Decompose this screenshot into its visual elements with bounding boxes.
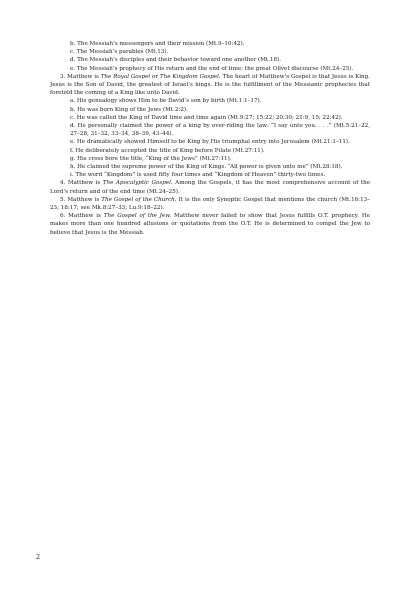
paragraph-royal-gospel [50,73,370,98]
page-number: 2 [36,553,41,561]
body-text [50,40,370,237]
paragraph-lead: 6. Matthew is [60,213,104,220]
list-item: c. He was called the King of David time and time again (Mt.9:27; 15:22; 20:30; 21:9, 15; 22:42). [70,114,343,121]
title-apocalyptic-gospel: The Apocalyptic Gospel. [102,180,173,187]
list-item: i. The word “Kingdom” is used fifty four times and “Kingdom of Heaven” thirty-two times. [70,172,326,179]
title-gospel-of-church: The Gospel of the Church. [101,196,177,203]
list-item: e. He dramatically showed Himself to be King by His triumphal entry into Jerusalem (Mt.21:1–11). [70,139,350,146]
list-item: a. His genealogy shows Him to be David’s son by birth (Mt.1:1–17). [70,98,262,105]
paragraph-lead: 3. Matthew is [60,73,101,80]
list-item: g. His cross bore the title, “King of the Jews” (Mt.27:11). [70,155,232,162]
list-item: e. The Messiah’s prophecy of His return and the end of time: the great Olivet discourse (Mt.24–25). [70,65,354,72]
list-item: d. The Messiah’s disciples and their behavior toward one another (Mt.18). [70,57,282,64]
paragraph-gospel-of-jew [50,212,370,237]
paragraph-text: Among the Gospels, it has the most comprehensive account of the Lord’s return and of the end time (Mt.24–25). [50,180,371,195]
title-gospel-of-jew: The Gospel of the Jew. [103,213,172,220]
paragraph-text: The heart of Matthew’s Gospel is that Jesus is King. Jesus is the Son of David, the greatest of Israel’s kings. He is the fulfillment of the Messianic prophecies that foretold the coming of a King like unto David. [50,73,370,97]
paragraph-lead: 5. Matthew is [60,196,102,203]
paragraph-gospel-of-church [50,196,370,212]
title-kingdom-gospel: The Kingdom Gospel. [159,73,221,80]
list-item: h. He claimed the supreme power of the King of Kings. “All power is given unto me” (Mt.28:18). [70,164,343,171]
paragraph-connector: or [150,73,160,80]
list-item: f. He deliberately accepted the title of King before Pilate (Mt.27:11). [70,147,265,154]
list-item: d. He personally claimed the power of a king by over-riding the law: “I say unto you. . . .” (Mt.5:21–22, 27–28, 31–32, 33–34, 38–39, 43–44). [70,123,370,138]
list-item: c. The Messiah’s parables (Mt.13). [70,49,169,56]
paragraph-text: It is the only Synoptic Gospel that mentions the church (Mt.16:13–23; 18:17; see Mk.8:27–33; Lu.9:18–22). [50,196,370,212]
paragraph-apocalyptic-gospel [50,179,370,195]
list-item: b. The Messiah’s messengers and their mission (Mt.9–10:42). [70,41,245,47]
paragraph-lead: 4. Matthew is [60,180,103,187]
list-item: b. He was born King of the Jews (Mt.2:2). [70,106,188,113]
title-royal-gospel: The Royal Gospel [100,73,151,80]
paragraph-text: Matthew never failed to show that Jesus fulfills O.T. prophecy. He makes more than one hundred allusions or quotations from the O.T. He is determined to compel the Jew to believe that Jesus is the Messiah. [50,213,371,236]
